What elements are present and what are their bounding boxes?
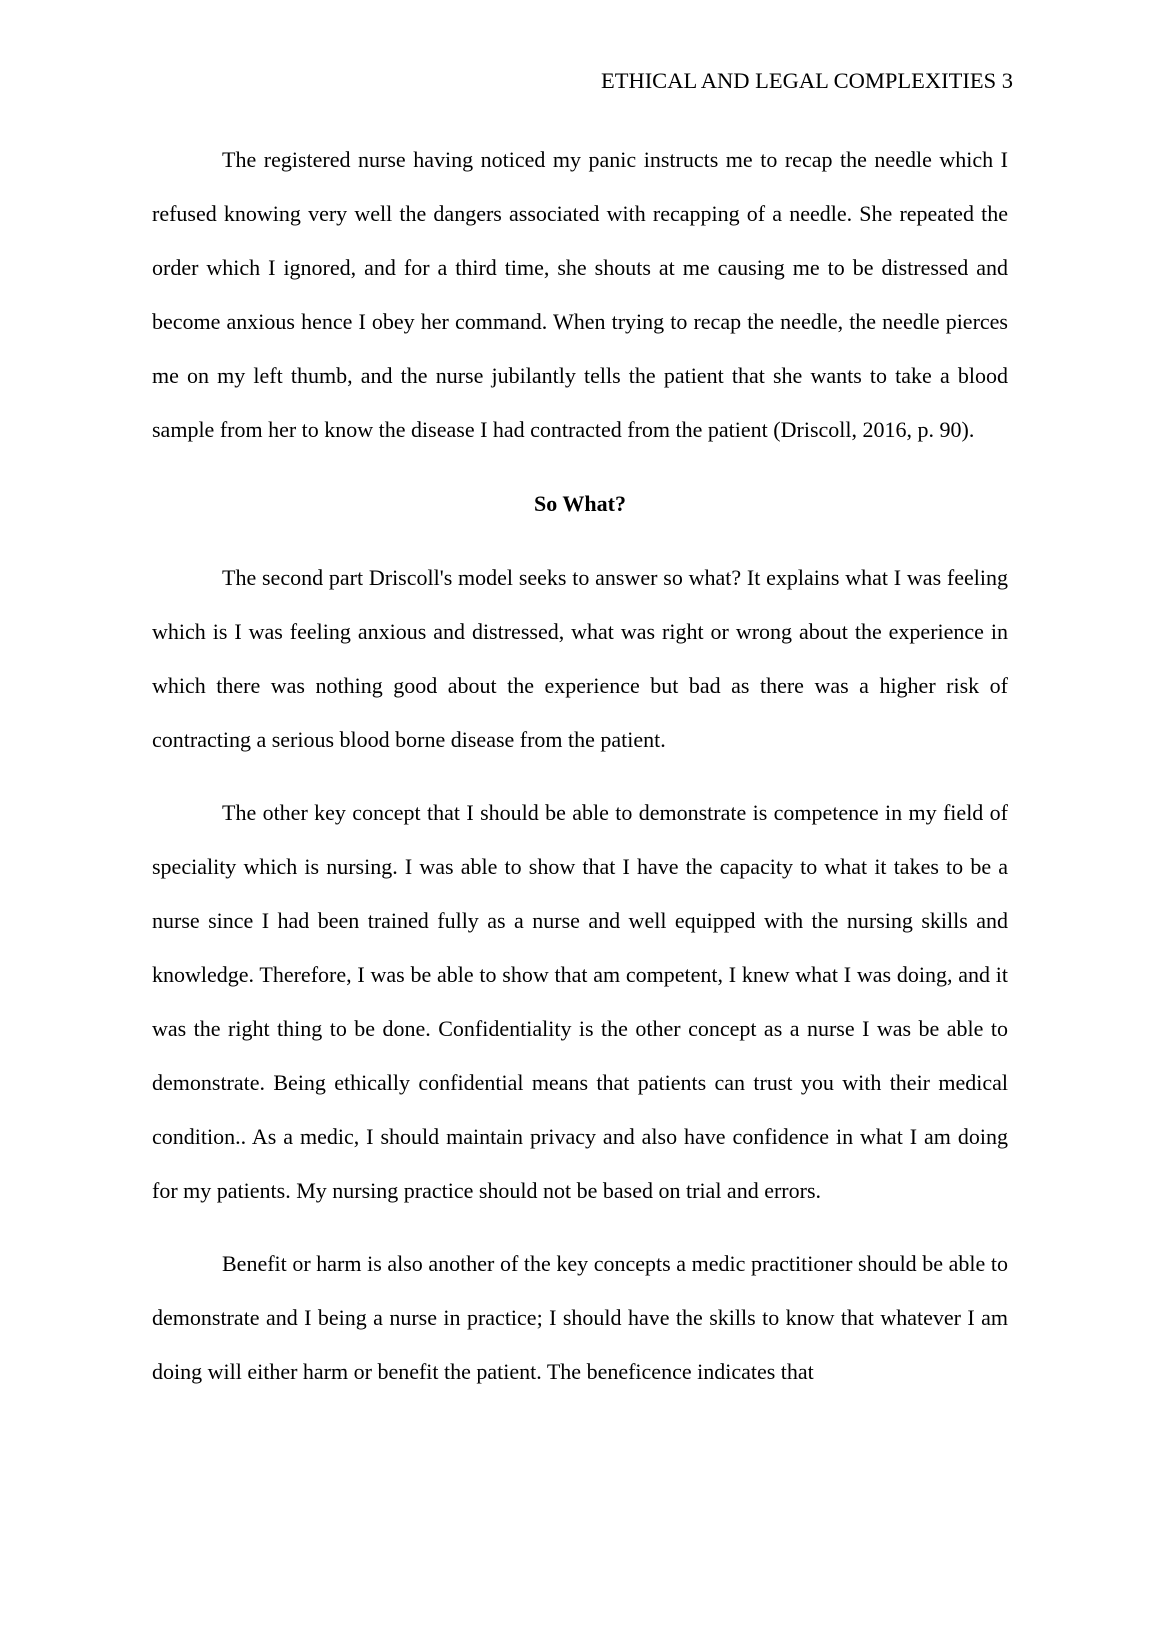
document-body bbox=[152, 133, 1008, 1399]
paragraph-driscoll-model: The second part Driscoll's model seeks to answer so what? It explains what I was feeling which is I was feeling anxious and distressed, what was right or wrong about the experience in which there was nothing good about the experience but bad as there was a higher risk of contracting a serious blood borne disease from the patient. bbox=[152, 565, 1008, 752]
section-heading-so-what: So What? bbox=[534, 491, 626, 516]
paragraph-needle-incident: The registered nurse having noticed my panic instructs me to recap the needle which I refused knowing very well the dangers associated with recapping of a needle. She repeated the order which I ignored, and for a third time, she shouts at me causing me to be distressed and become anxious hence I obey her command. When trying to recap the needle, the needle pierces me on my left thumb, and the nurse jubilantly tells the patient that she wants to take a blood sample from her to know the disease I had contracted from the patient (Driscoll, 2016, p. 90). bbox=[152, 147, 1008, 442]
running-head: ETHICAL AND LEGAL COMPLEXITIES 3 bbox=[600, 68, 1013, 93]
paragraph-benefit-or-harm: Benefit or harm is also another of the key concepts a medic practitioner should be able to demonstrate and I being a nurse in practice; I should have the skills to know that whatever I am doing will either harm or benefit the patient. The beneficence indicates that bbox=[152, 1251, 1008, 1384]
paragraph-competence: The other key concept that I should be able to demonstrate is competence in my field of speciality which is nursing. I was able to show that I have the capacity to what it takes to be a nurse since I had been trained fully as a nurse and well equipped with the nursing skills and knowledge. Therefore, I was be able to show that am competent, I knew what I was doing, and it was the right thing to be done. Confidentiality is the other concept as a nurse I was be able to demonstrate. Being ethically confidential means that patients can trust you with their medical condition.. As a medic, I should maintain privacy and also have confidence in what I am doing for my patients. My nursing practice should not be based on trial and errors. bbox=[152, 800, 1008, 1203]
